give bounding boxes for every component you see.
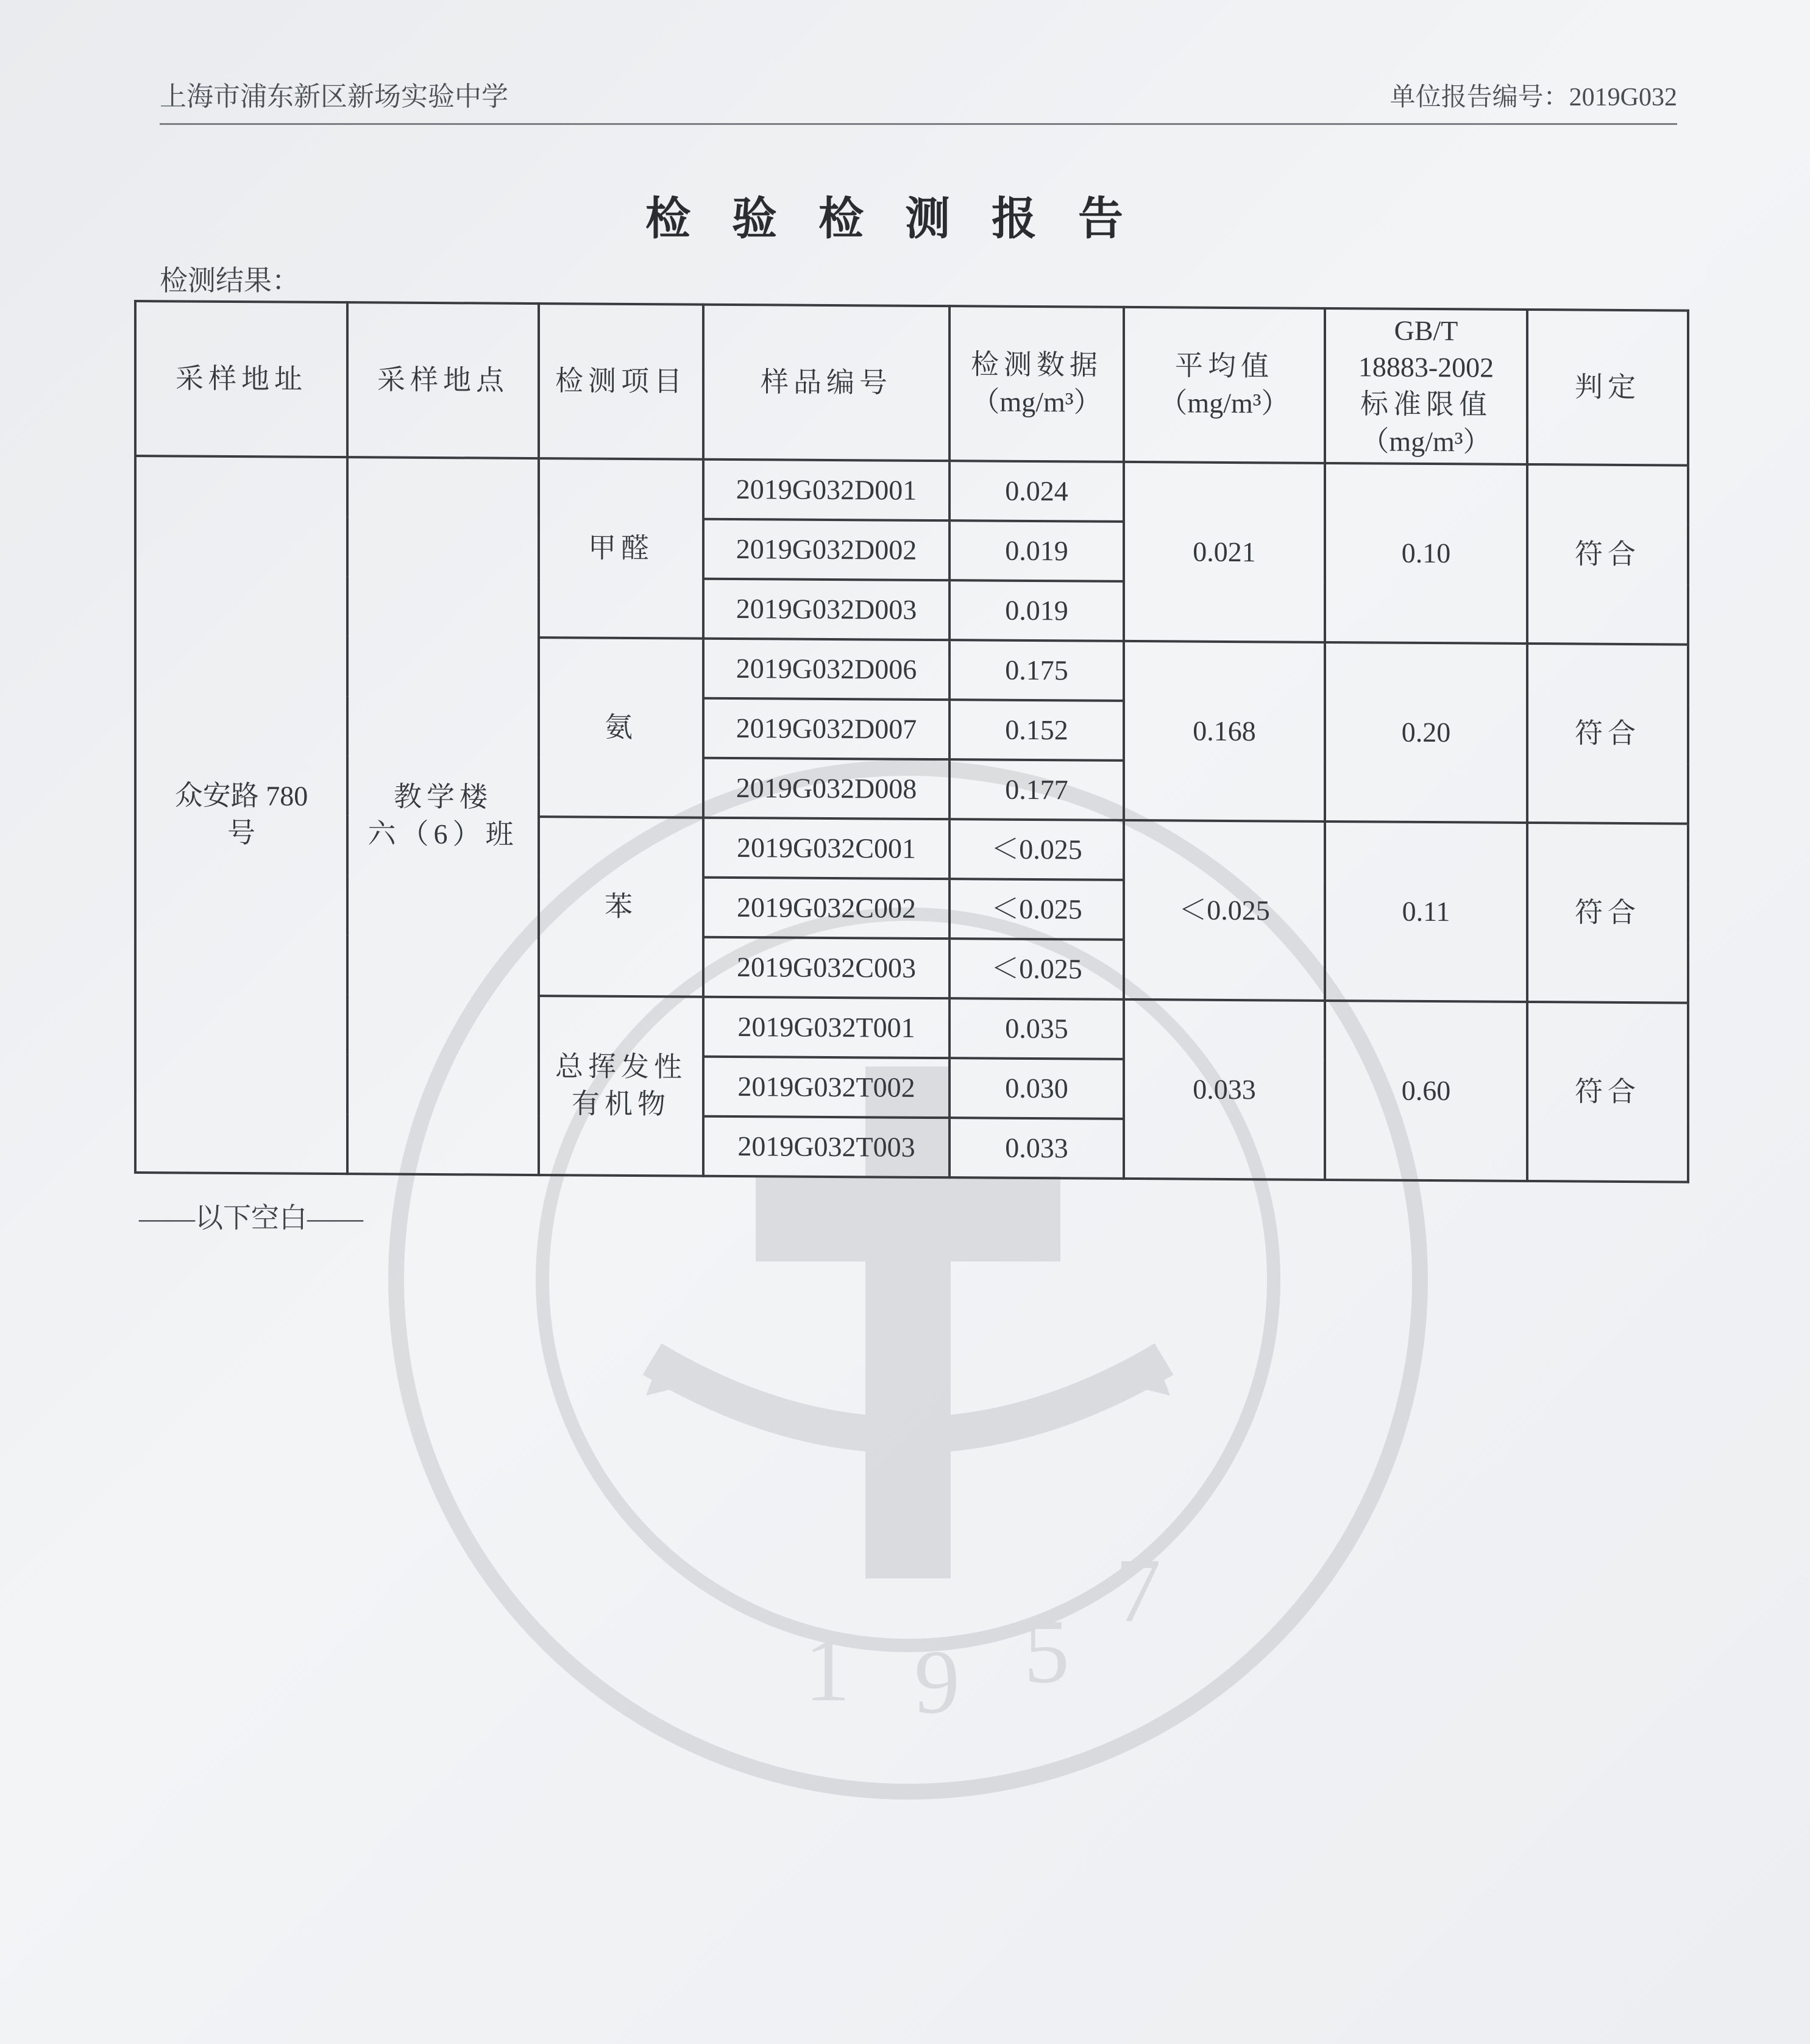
header-sample-number: 样品编号	[703, 305, 949, 461]
test-value-cell: 0.033	[949, 1118, 1124, 1179]
test-item-cell	[539, 458, 703, 639]
sample-number-cell: 2019G032D001	[703, 460, 949, 520]
header-sampling-address: 采样地址	[135, 301, 347, 457]
test-item-line: 氨	[605, 711, 637, 743]
table-row	[135, 456, 1688, 525]
sample-number-cell: 2019G032C001	[703, 818, 949, 879]
header-standard-label: 标准限值	[1360, 388, 1492, 421]
sample-number-cell: 2019G032T001	[703, 997, 949, 1058]
sampling-address-line: 众安路 780	[174, 779, 308, 812]
seal-year-digit: 5	[1024, 1601, 1070, 1702]
header-divider	[160, 123, 1677, 125]
header-test-data-unit: （mg/m³）	[971, 386, 1102, 418]
seal-year-digit: 9	[914, 1631, 960, 1733]
verdict-cell: 符合	[1527, 823, 1688, 1003]
results-table	[134, 300, 1689, 1183]
test-value-cell: ＜0.025	[949, 819, 1124, 880]
blank-below-note: ——以下空白——	[139, 1202, 363, 1233]
header-standard-code: GB/T	[1394, 314, 1458, 346]
header-standard-limit	[1325, 308, 1527, 464]
header-standard-number: 18883-2002	[1358, 351, 1494, 383]
test-value-cell: 0.024	[949, 461, 1124, 522]
verdict-cell: 符合	[1527, 1002, 1688, 1182]
header-average	[1124, 307, 1325, 463]
seal-year-digit: 7	[1115, 1540, 1161, 1641]
average-cell: 0.168	[1124, 641, 1325, 822]
school-name: 上海市浦东新区新场实验中学	[160, 82, 508, 112]
average-cell: 0.033	[1124, 999, 1325, 1180]
test-value-cell: ＜0.025	[949, 939, 1124, 999]
test-item-cell	[539, 637, 703, 818]
test-value-cell: 0.019	[949, 580, 1124, 641]
test-value-cell: 0.030	[949, 1058, 1124, 1119]
sampling-location-line: 教学楼	[394, 781, 492, 813]
seal-year-digit: 1	[804, 1619, 850, 1720]
sampling-location-line: 六（6）班	[367, 818, 519, 850]
sampling-address-cell	[135, 456, 347, 1174]
header-average-unit: （mg/m³）	[1159, 387, 1290, 419]
test-value-cell: 0.177	[949, 759, 1124, 820]
sample-number-cell: 2019G032D008	[703, 758, 949, 819]
limit-cell: 0.60	[1325, 1001, 1527, 1181]
report-title: 检验检测报告	[645, 194, 1165, 244]
test-value-cell: 0.035	[949, 998, 1124, 1059]
average-cell: ＜0.025	[1124, 820, 1325, 1001]
header-sampling-location: 采样地点	[347, 302, 539, 458]
sampling-address-line: 号	[227, 817, 255, 849]
test-item-cell	[539, 996, 703, 1176]
sample-number-cell: 2019G032C002	[703, 878, 949, 939]
test-item-cell	[539, 817, 703, 997]
header-standard-unit: （mg/m³）	[1361, 425, 1491, 458]
sampling-location-cell	[347, 457, 539, 1175]
test-item-line: 有机物	[572, 1088, 670, 1120]
table-header-row	[135, 301, 1688, 466]
test-item-line: 甲醛	[588, 532, 654, 564]
report-number: 单位报告编号：2019G032	[1389, 83, 1677, 112]
sample-number-cell: 2019G032D003	[703, 579, 949, 640]
average-cell: 0.021	[1124, 462, 1325, 642]
limit-cell: 0.10	[1325, 463, 1527, 644]
sample-number-cell: 2019G032D002	[703, 519, 949, 580]
test-value-cell: 0.019	[949, 520, 1124, 581]
sample-number-cell: 2019G032C003	[703, 937, 949, 998]
header-test-data	[949, 306, 1124, 462]
test-value-cell: 0.175	[949, 640, 1124, 701]
limit-cell: 0.11	[1325, 822, 1527, 1002]
test-item-line: 苯	[605, 890, 637, 922]
test-value-cell: 0.152	[949, 700, 1124, 761]
sample-number-cell: 2019G032T003	[703, 1116, 949, 1177]
test-item-line: 总挥发性	[555, 1051, 687, 1083]
sample-number-cell: 2019G032T002	[703, 1057, 949, 1118]
header-test-data-label: 检测数据	[971, 349, 1102, 381]
test-value-cell: ＜0.025	[949, 879, 1124, 940]
verdict-cell: 符合	[1527, 464, 1688, 645]
header-test-item: 检测项目	[539, 303, 703, 460]
sample-number-cell: 2019G032D006	[703, 639, 949, 700]
verdict-cell: 符合	[1527, 644, 1688, 824]
header-average-label: 平均值	[1175, 350, 1274, 382]
results-label: 检测结果：	[160, 265, 300, 296]
header-verdict: 判定	[1527, 310, 1688, 466]
sample-number-cell: 2019G032D007	[703, 698, 949, 759]
limit-cell: 0.20	[1325, 642, 1527, 823]
